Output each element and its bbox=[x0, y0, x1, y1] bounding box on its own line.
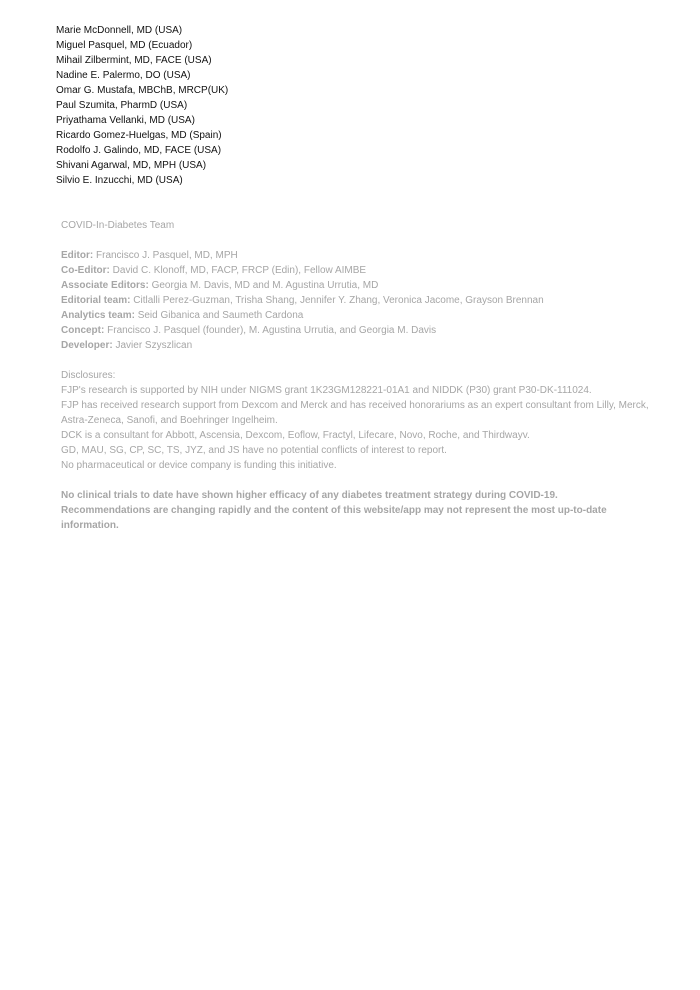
role-value: Citlalli Perez-Guzman, Trisha Shang, Jennifer Y. Zhang, Veronica Jacome, Grayson Brennan bbox=[133, 295, 544, 306]
contributor-name: Omar G. Mustafa, MBChB, MRCP(UK) bbox=[56, 85, 229, 96]
contributor-name: Nadine E. Palermo, DO (USA) bbox=[56, 70, 191, 81]
role-label: Editorial team: bbox=[61, 295, 131, 306]
role-analytics-team bbox=[61, 308, 661, 323]
contributor-list bbox=[56, 23, 228, 188]
disclosures-block bbox=[61, 368, 661, 473]
contributor-name: Shivani Agarwal, MD, MPH (USA) bbox=[56, 160, 207, 171]
role-label: Analytics team: bbox=[61, 310, 135, 321]
disclosure-line: FJP's research is supported by NIH under NIGMS grant 1K23GM128221-01A1 and NIDDK (P30) grant P30-DK-111024. bbox=[61, 385, 592, 396]
team-roles bbox=[61, 248, 661, 353]
role-value: Georgia M. Davis, MD and M. Agustina Urrutia, MD bbox=[151, 280, 379, 291]
role-label: Developer: bbox=[61, 340, 113, 351]
role-label: Editor: bbox=[61, 250, 94, 261]
contributor-name: Miguel Pasquel, MD (Ecuador) bbox=[56, 40, 193, 51]
role-label: Concept: bbox=[61, 325, 105, 336]
disclosure-line: FJP has received research support from Dexcom and Merck and has received honorariums as an expert consultant from Lilly, Merck, Astra-Zeneca, Sanofi, and Boehringer Ingelheim. bbox=[61, 400, 649, 426]
contributor-name: Priyathama Vellanki, MD (USA) bbox=[56, 115, 195, 126]
role-value: Francisco J. Pasquel, MD, MPH bbox=[96, 250, 238, 261]
role-value: David C. Klonoff, MD, FACP, FRCP (Edin), Fellow AIMBE bbox=[112, 265, 367, 276]
disclosure-line: GD, MAU, SG, CP, SC, TS, JYZ, and JS have no potential conflicts of interest to report. bbox=[61, 445, 447, 456]
disclosure-line: DCK is a consultant for Abbott, Ascensia, Dexcom, Eoflow, Fractyl, Lifecare, Novo, Roche, and Thirdwayv. bbox=[61, 430, 530, 441]
role-label: Co-Editor: bbox=[61, 265, 110, 276]
team-section bbox=[61, 218, 661, 533]
role-value: Javier Szyszlican bbox=[115, 340, 193, 351]
contributor-name: Silvio E. Inzucchi, MD (USA) bbox=[56, 175, 183, 186]
role-value: Seid Gibanica and Saumeth Cardona bbox=[137, 310, 304, 321]
contributor-name: Mihail Zilbermint, MD, FACE (USA) bbox=[56, 55, 212, 66]
role-editor bbox=[61, 248, 661, 263]
role-co-editor bbox=[61, 263, 661, 278]
role-editorial-team bbox=[61, 293, 661, 308]
role-value: Francisco J. Pasquel (founder), M. Agustina Urrutia, and Georgia M. Davis bbox=[107, 325, 437, 336]
disclosure-line: No pharmaceutical or device company is funding this initiative. bbox=[61, 460, 337, 471]
role-associate-editors bbox=[61, 278, 661, 293]
contributor-name: Marie McDonnell, MD (USA) bbox=[56, 25, 183, 36]
role-label: Associate Editors: bbox=[61, 280, 149, 291]
role-concept bbox=[61, 323, 661, 338]
role-developer bbox=[61, 338, 661, 353]
clinical-warning: No clinical trials to date have shown higher efficacy of any diabetes treatment strategy during COVID-19. Recommendations are changing rapidly and the content of this website/app may not represent the most up-to-date information. bbox=[61, 490, 607, 531]
disclosures-heading: Disclosures: bbox=[61, 370, 116, 381]
team-heading: COVID-In-Diabetes Team bbox=[61, 220, 175, 231]
contributor-name: Paul Szumita, PharmD (USA) bbox=[56, 100, 188, 111]
contributor-name: Ricardo Gomez-Huelgas, MD (Spain) bbox=[56, 130, 222, 141]
contributor-name: Rodolfo J. Galindo, MD, FACE (USA) bbox=[56, 145, 222, 156]
